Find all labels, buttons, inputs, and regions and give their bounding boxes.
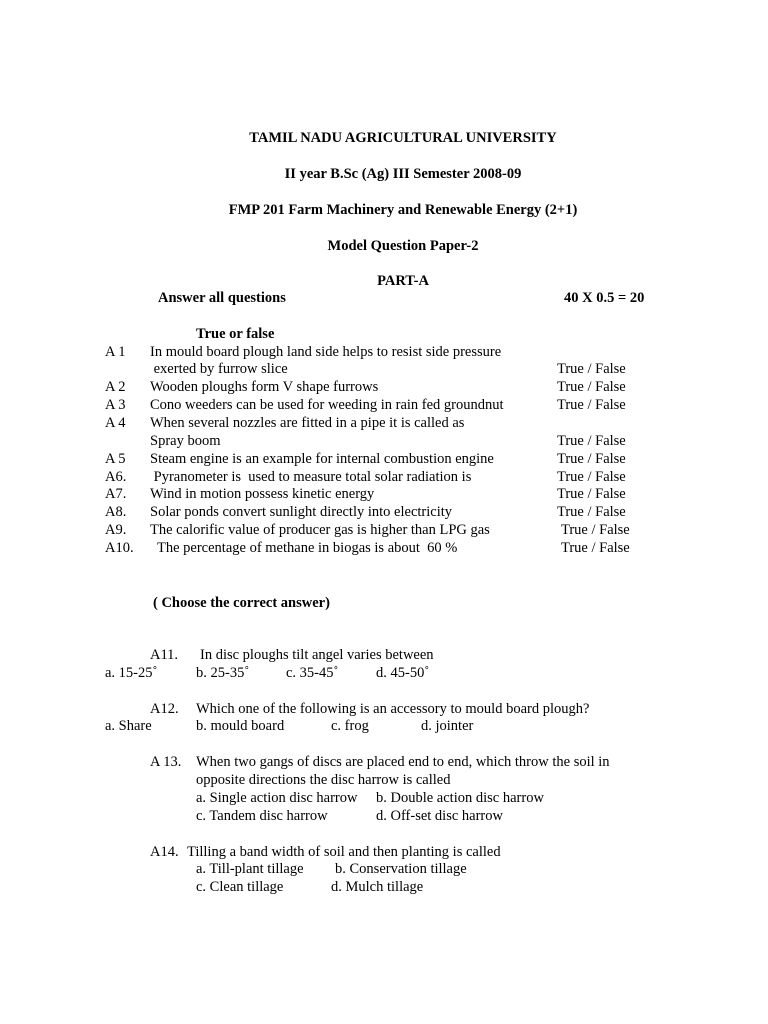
option-d: d. 45-50˚ bbox=[376, 665, 430, 681]
question-text: When two gangs of discs are placed end to end, which throw the soil in bbox=[196, 754, 610, 770]
question-text: In disc ploughs tilt angel varies between bbox=[200, 647, 434, 663]
question-text: Spray boom bbox=[150, 433, 221, 449]
answer-option: True / False bbox=[561, 522, 630, 538]
answer-option: True / False bbox=[557, 379, 626, 395]
mcq-heading: ( Choose the correct answer) bbox=[153, 595, 330, 611]
answer-option: True / False bbox=[557, 469, 626, 485]
question-number: A12. bbox=[150, 701, 179, 717]
paper-title: Model Question Paper-2 bbox=[327, 238, 479, 254]
answer-option: True / False bbox=[557, 361, 626, 377]
answer-option: True / False bbox=[557, 486, 626, 502]
question-text: Wind in motion possess kinetic energy bbox=[150, 486, 375, 502]
option-b: b. 25-35˚ bbox=[196, 665, 250, 681]
question-number: A 1 bbox=[105, 344, 126, 360]
question-number: A8. bbox=[105, 504, 127, 520]
question-text: Which one of the following is an accessory to mould board plough? bbox=[196, 701, 590, 717]
option-d: d. Mulch tillage bbox=[331, 879, 424, 895]
question-text: In mould board plough land side helps to resist side pressure bbox=[150, 344, 502, 360]
option-c: c. 35-45˚ bbox=[286, 665, 339, 681]
question-text: Steam engine is an example for internal combustion engine bbox=[150, 451, 494, 467]
answer-option: True / False bbox=[557, 433, 626, 449]
year-semester: II year B.Sc (Ag) III Semester 2008-09 bbox=[284, 166, 522, 182]
question-text: When several nozzles are fitted in a pipe it is called as bbox=[150, 415, 465, 431]
question-number: A10. bbox=[105, 540, 134, 556]
course-title: FMP 201 Farm Machinery and Renewable Energy (2+1) bbox=[228, 202, 578, 218]
option-a: a. 15-25˚ bbox=[105, 665, 158, 681]
answer-option: True / False bbox=[557, 504, 626, 520]
question-number: A 5 bbox=[105, 451, 126, 467]
question-text: opposite directions the disc harrow is called bbox=[196, 772, 451, 788]
option-c: c. Clean tillage bbox=[196, 879, 284, 895]
part-title: PART-A bbox=[377, 273, 429, 289]
question-text: exerted by furrow slice bbox=[150, 361, 288, 377]
answer-option: True / False bbox=[557, 397, 626, 413]
option-b: b. Double action disc harrow bbox=[376, 790, 544, 806]
answer-option: True / False bbox=[557, 451, 626, 467]
option-a: a. Single action disc harrow bbox=[196, 790, 358, 806]
question-text: The calorific value of producer gas is higher than LPG gas bbox=[150, 522, 490, 538]
option-a: a. Till-plant tillage bbox=[196, 861, 304, 877]
question-text: Tilling a band width of soil and then planting is called bbox=[187, 844, 501, 860]
question-number: A9. bbox=[105, 522, 127, 538]
question-number: A 3 bbox=[105, 397, 126, 413]
question-text: Wooden ploughs form V shape furrows bbox=[150, 379, 379, 395]
question-number: A 13. bbox=[150, 754, 182, 770]
option-a: a. Share bbox=[105, 718, 152, 734]
question-number: A6. bbox=[105, 469, 127, 485]
instruction: Answer all questions bbox=[158, 290, 286, 306]
question-number: A14. bbox=[150, 844, 179, 860]
option-d: d. Off-set disc harrow bbox=[376, 808, 503, 824]
question-number: A11. bbox=[150, 647, 179, 663]
university-title: TAMIL NADU AGRICULTURAL UNIVERSITY bbox=[249, 130, 557, 146]
marks: 40 X 0.5 = 20 bbox=[564, 290, 645, 306]
question-number: A 4 bbox=[105, 415, 126, 431]
question-number: A 2 bbox=[105, 379, 126, 395]
question-text: Solar ponds convert sunlight directly into electricity bbox=[150, 504, 453, 520]
option-d: d. jointer bbox=[421, 718, 474, 734]
option-c: c. Tandem disc harrow bbox=[196, 808, 328, 824]
question-text: Pyranometer is used to measure total solar radiation is bbox=[150, 469, 472, 485]
true-false-heading: True or false bbox=[196, 326, 275, 342]
option-b: b. Conservation tillage bbox=[335, 861, 467, 877]
option-c: c. frog bbox=[331, 718, 369, 734]
question-number: A7. bbox=[105, 486, 127, 502]
answer-option: True / False bbox=[561, 540, 630, 556]
question-text: The percentage of methane in biogas is about 60 % bbox=[150, 540, 458, 556]
option-b: b. mould board bbox=[196, 718, 285, 734]
question-text: Cono weeders can be used for weeding in rain fed groundnut bbox=[150, 397, 504, 413]
